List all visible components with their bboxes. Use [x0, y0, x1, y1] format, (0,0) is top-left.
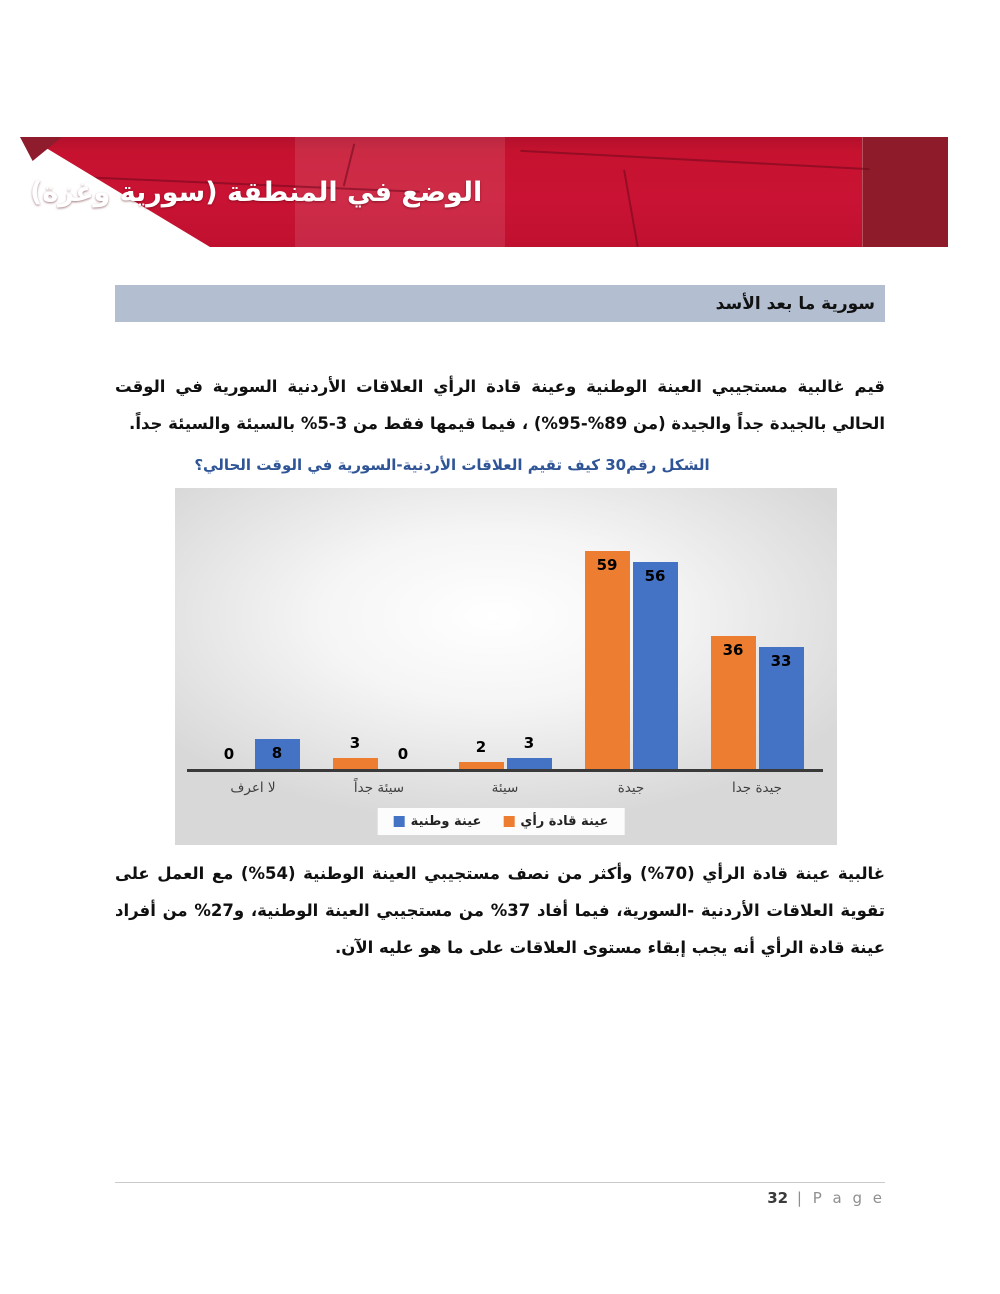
bar-opinion-leaders — [711, 636, 756, 769]
bar-national — [759, 647, 804, 769]
x-axis-labels — [189, 780, 821, 796]
page-number-label: | P a g e — [796, 1189, 885, 1207]
footer — [115, 1189, 885, 1207]
bar-opinion-leaders — [459, 738, 504, 769]
bar-group — [316, 488, 442, 769]
bar-data-label: 59 — [596, 556, 618, 574]
footer-divider — [115, 1182, 885, 1183]
legend-item — [503, 814, 608, 829]
bar-data-label: 0 — [223, 745, 235, 763]
bar-data-label: 8 — [271, 744, 283, 762]
x-axis-label: جيدة — [617, 780, 645, 796]
legend-swatch-icon — [394, 816, 405, 827]
x-axis-label: سيئة جداً — [353, 780, 405, 796]
x-axis-label: جيدة جدا — [731, 780, 783, 796]
bar-national — [633, 562, 678, 769]
x-axis-label: لا اعرف — [230, 780, 276, 796]
bar-group — [694, 488, 820, 769]
chart-title: الشكل رقم30 كيف تقيم العلاقات الأردنية-السورية في الوقت الحالي؟ — [194, 456, 710, 474]
legend-label: عينة وطنية — [410, 814, 482, 829]
bar-chart — [175, 488, 837, 845]
bar-opinion-leaders — [333, 734, 378, 769]
plot-area — [189, 488, 821, 769]
banner-title: الوضع في المنطقة (سورية وغزة) — [30, 176, 483, 208]
paragraph-top: قيم غالبية مستجيبي العينة الوطنية وعينة قادة الرأي العلاقات الأردنية السورية في الوقت الحالي بالجيدة جداً والجيدة (من 89%-95%) ، فيما قيمها فقط من 3-5% بالسيئة والسيئة جداً. — [115, 377, 885, 433]
x-axis-line — [187, 769, 823, 772]
page-number: 32 — [767, 1189, 789, 1207]
bar-data-label: 3 — [523, 734, 535, 752]
bar-data-label: 0 — [397, 745, 409, 763]
bar-national — [507, 734, 552, 769]
bar-data-label: 33 — [770, 652, 792, 670]
bar-group — [190, 488, 316, 769]
bar-data-label: 2 — [475, 738, 487, 756]
x-axis-label: سيئة — [491, 780, 519, 796]
bar-data-label: 3 — [349, 734, 361, 752]
section-heading-bar — [115, 285, 885, 322]
page-banner — [0, 137, 948, 247]
paragraph-bottom: غالبية عينة قادة الرأي (70%) وأكثر من نصف مستجيبي العينة الوطنية (54%) مع العمل على تقوية العلاقات الأردنية -السورية، فيما أفاد 37% من مستجيبي العينة الوطنية، و27% من أفراد عينة قادة الرأي أنه يجب إبقاء مستوى العلاقات على ما هو عليه الآن. — [115, 864, 885, 957]
bar-national — [255, 739, 300, 769]
bar-opinion-leaders — [585, 551, 630, 769]
legend-label: عينة قادة رأي — [520, 814, 609, 829]
bar-group — [442, 488, 568, 769]
bar-group — [568, 488, 694, 769]
chart-legend — [378, 808, 625, 835]
legend-swatch-icon — [503, 816, 514, 827]
section-title: سورية ما بعد الأسد — [715, 293, 875, 314]
legend-item — [394, 814, 482, 829]
bar-data-label: 56 — [644, 567, 666, 585]
bar-data-label: 36 — [722, 641, 744, 659]
